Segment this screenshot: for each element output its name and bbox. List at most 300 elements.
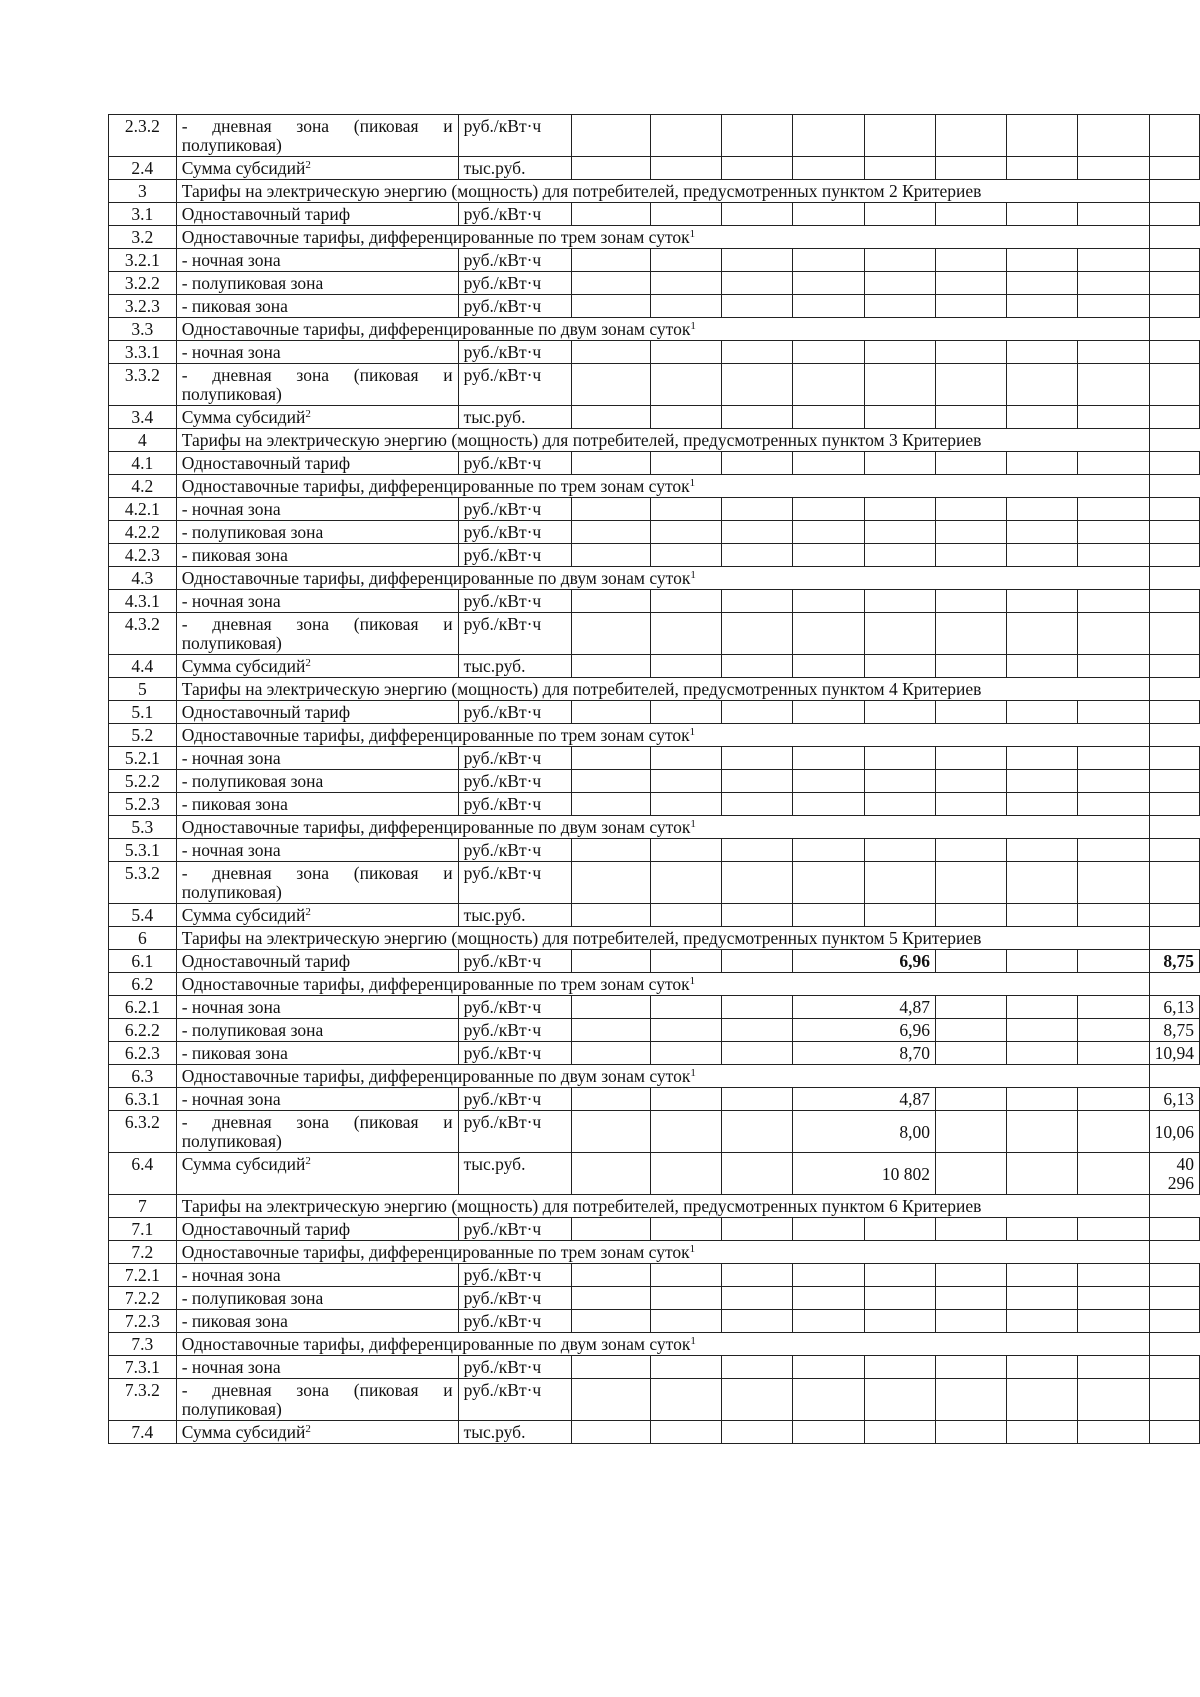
row-description: [176, 115, 458, 157]
value-cell: [1149, 1287, 1199, 1310]
row-number: 3: [109, 180, 177, 203]
value-cell: [1007, 655, 1078, 678]
row-description-text: - ночная зона: [181, 748, 281, 768]
value-cell: [1007, 295, 1078, 318]
row-number: 3.3: [109, 318, 177, 341]
row-description: [176, 793, 458, 816]
table-row: [109, 1287, 1200, 1310]
table-row: [109, 747, 1200, 770]
value-cell: [1149, 1310, 1199, 1333]
row-description: [176, 567, 1149, 590]
value-cell: [1149, 364, 1199, 406]
unit-cell: тыс.руб.: [458, 1421, 571, 1444]
row-description-text: Одноставочные тарифы, дифференцированные по трем зонам суток: [181, 476, 690, 496]
row-description: [176, 272, 458, 295]
value-cell: 8,00: [793, 1111, 936, 1153]
value-cell: [793, 1356, 864, 1379]
row-description-text: - полупиковая зона: [181, 771, 324, 791]
value-cell: [793, 249, 864, 272]
row-number: 3.2.1: [109, 249, 177, 272]
value-cell: [1149, 1421, 1199, 1444]
unit-cell: руб./кВт·ч: [458, 498, 571, 521]
row-description-text: Сумма субсидий: [181, 1154, 306, 1174]
table-row: [109, 701, 1200, 724]
footnote-marker: 1: [689, 1243, 696, 1255]
value-cell: [936, 839, 1007, 862]
value-cell: [651, 655, 722, 678]
value-cell: [651, 295, 722, 318]
row-number: 4.3.1: [109, 590, 177, 613]
value-cell: 10,94: [1149, 1042, 1199, 1065]
value-cell: [864, 203, 935, 226]
value-cell: [572, 341, 651, 364]
value-cell: [1078, 406, 1149, 429]
value-cell: [572, 1042, 651, 1065]
unit-cell: руб./кВт·ч: [458, 770, 571, 793]
value-cell: [1007, 1019, 1078, 1042]
row-description-text: Тарифы на электрическую энергию (мощность) для потребителей, предусмотренных пунктом 4 Критериев: [181, 679, 982, 699]
row-description: [176, 996, 458, 1019]
value-cell: [572, 1218, 651, 1241]
row-number: 3.3.1: [109, 341, 177, 364]
value-cell: [1078, 862, 1149, 904]
row-description: [176, 452, 458, 475]
value-cell: [1007, 544, 1078, 567]
value-cell: [1078, 1111, 1149, 1153]
row-description-text: - ночная зона: [181, 499, 281, 519]
table-row: [109, 521, 1200, 544]
value-cell: [651, 862, 722, 904]
value-cell: [936, 1287, 1007, 1310]
row-number: 3.4: [109, 406, 177, 429]
value-cell: [1007, 521, 1078, 544]
value-cell: [864, 452, 935, 475]
row-number: 5: [109, 678, 177, 701]
row-description-text: - дневная зона (пиковая и полупиковая): [181, 1112, 453, 1151]
value-cell: [572, 1356, 651, 1379]
value-cell: [936, 406, 1007, 429]
value-cell: [572, 1088, 651, 1111]
unit-cell: руб./кВт·ч: [458, 1111, 571, 1153]
row-description: [176, 862, 458, 904]
value-cell: [651, 1019, 722, 1042]
value-cell: [1007, 590, 1078, 613]
row-description-text: Тарифы на электрическую энергию (мощность) для потребителей, предусмотренных пунктом 3 Критериев: [181, 430, 982, 450]
value-cell: [722, 1042, 793, 1065]
value-cell: [936, 862, 1007, 904]
row-number: 5.3.2: [109, 862, 177, 904]
table-row: [109, 544, 1200, 567]
row-number: 7.2.2: [109, 1287, 177, 1310]
value-cell: [651, 157, 722, 180]
value-cell: 6,13: [1149, 996, 1199, 1019]
value-cell: [1007, 1088, 1078, 1111]
section-header-row: [109, 180, 1200, 203]
footnote-marker: 1: [689, 726, 696, 738]
value-cell: [864, 295, 935, 318]
value-cell: [572, 295, 651, 318]
row-description-text: - ночная зона: [181, 1265, 281, 1285]
value-cell: [1078, 1310, 1149, 1333]
value-cell: [936, 1153, 1007, 1195]
section-header-row: [109, 567, 1200, 590]
value-cell: [1078, 655, 1149, 678]
value-cell: [864, 1264, 935, 1287]
value-cell: [572, 406, 651, 429]
row-number: 7.2: [109, 1241, 177, 1264]
value-cell: [1078, 1088, 1149, 1111]
row-number: 4.3: [109, 567, 177, 590]
row-description: [176, 1042, 458, 1065]
value-cell: [793, 1287, 864, 1310]
value-cell: [1078, 249, 1149, 272]
table-row: [109, 364, 1200, 406]
footnote-marker: 1: [689, 477, 696, 489]
row-description: [176, 429, 1149, 452]
value-cell: [864, 1379, 935, 1421]
value-cell: [572, 996, 651, 1019]
row-description-text: - полупиковая зона: [181, 273, 324, 293]
value-cell: [1149, 521, 1199, 544]
value-cell: [722, 613, 793, 655]
row-description: [176, 1421, 458, 1444]
row-description-text: Одноставочные тарифы, дифференцированные по трем зонам суток: [181, 974, 690, 994]
value-cell: [1078, 613, 1149, 655]
value-cell: [793, 115, 864, 157]
value-cell: [1007, 747, 1078, 770]
value-cell: [722, 1264, 793, 1287]
value-cell: [1078, 498, 1149, 521]
value-cell: [1149, 590, 1199, 613]
value-cell: [793, 904, 864, 927]
value-cell: [1007, 341, 1078, 364]
row-description: [176, 364, 458, 406]
value-cell: [864, 655, 935, 678]
row-number: 7.4: [109, 1421, 177, 1444]
value-cell: [1007, 1356, 1078, 1379]
unit-cell: руб./кВт·ч: [458, 544, 571, 567]
value-cell: [936, 613, 1007, 655]
value-cell: [1078, 1356, 1149, 1379]
row-description-text: - ночная зона: [181, 840, 281, 860]
row-description-text: Одноставочные тарифы, дифференцированные по трем зонам суток: [181, 227, 690, 247]
value-cell: [793, 295, 864, 318]
value-cell: [864, 1218, 935, 1241]
row-description-text: - ночная зона: [181, 591, 281, 611]
value-cell: [1007, 1111, 1078, 1153]
value-cell: [793, 272, 864, 295]
unit-cell: руб./кВт·ч: [458, 295, 571, 318]
value-cell: [722, 1088, 793, 1111]
value-cell: [651, 996, 722, 1019]
value-cell: [722, 1356, 793, 1379]
row-description-text: Одноставочные тарифы, дифференцированные по двум зонам суток: [181, 319, 691, 339]
row-number: 6.3.1: [109, 1088, 177, 1111]
value-cell: [936, 1218, 1007, 1241]
row-description: [176, 724, 1149, 747]
value-cell: [1007, 770, 1078, 793]
value-cell: [651, 272, 722, 295]
value-cell: [572, 747, 651, 770]
value-cell: [1078, 544, 1149, 567]
value-cell: [722, 1218, 793, 1241]
section-header-row: [109, 429, 1200, 452]
row-description-text: Тарифы на электрическую энергию (мощность) для потребителей, предусмотренных пунктом 2 Критериев: [181, 181, 982, 201]
row-number: 5.2.1: [109, 747, 177, 770]
row-description-text: Одноставочный тариф: [181, 951, 351, 971]
row-number: 6.2.2: [109, 1019, 177, 1042]
value-cell: [864, 747, 935, 770]
value-cell: [572, 1287, 651, 1310]
row-description: [176, 249, 458, 272]
row-description-text: Одноставочные тарифы, дифференцированные по двум зонам суток: [181, 568, 691, 588]
unit-cell: руб./кВт·ч: [458, 115, 571, 157]
value-cell: [1078, 770, 1149, 793]
unit-cell: руб./кВт·ч: [458, 701, 571, 724]
value-cell: [1007, 272, 1078, 295]
footnote-marker: 1: [690, 320, 696, 332]
value-cell: [722, 157, 793, 180]
value-cell: [651, 613, 722, 655]
value-cell: [651, 249, 722, 272]
section-header-row: [109, 226, 1200, 249]
value-cell: [936, 498, 1007, 521]
value-cell: [1149, 1379, 1199, 1421]
unit-cell: руб./кВт·ч: [458, 1379, 571, 1421]
value-cell: [936, 452, 1007, 475]
unit-cell: руб./кВт·ч: [458, 1287, 571, 1310]
value-cell: [936, 157, 1007, 180]
value-cell: [1007, 406, 1078, 429]
value-cell: [1149, 655, 1199, 678]
value-cell: [572, 904, 651, 927]
row-description: [176, 678, 1149, 701]
value-cell: [1078, 452, 1149, 475]
row-description-text: - ночная зона: [181, 997, 281, 1017]
row-description-text: Одноставочный тариф: [181, 453, 351, 473]
row-description-text: - дневная зона (пиковая и полупиковая): [181, 1380, 453, 1419]
row-description-text: Одноставочные тарифы, дифференцированные по двум зонам суток: [181, 1066, 691, 1086]
value-cell: [1007, 1287, 1078, 1310]
value-cell: 4,87: [793, 1088, 936, 1111]
value-cell: [1078, 701, 1149, 724]
row-number: 4.1: [109, 452, 177, 475]
value-cell: 10,06: [1149, 1111, 1199, 1153]
value-cell: 6,13: [1149, 1088, 1199, 1111]
value-cell: [1078, 341, 1149, 364]
tariff-table: [108, 114, 1200, 1444]
table-row: [109, 452, 1200, 475]
row-number: 7.1: [109, 1218, 177, 1241]
value-cell: [1078, 1287, 1149, 1310]
value-cell: [722, 452, 793, 475]
section-header-row: [109, 1241, 1200, 1264]
value-cell: [1007, 498, 1078, 521]
unit-cell: руб./кВт·ч: [458, 862, 571, 904]
unit-cell: руб./кВт·ч: [458, 364, 571, 406]
value-cell: [1007, 203, 1078, 226]
table-row: [109, 498, 1200, 521]
unit-cell: руб./кВт·ч: [458, 249, 571, 272]
value-cell: [1149, 544, 1199, 567]
section-header-row: [109, 724, 1200, 747]
value-cell: [1007, 613, 1078, 655]
value-cell: [722, 272, 793, 295]
value-cell: [936, 655, 1007, 678]
value-cell: [936, 364, 1007, 406]
row-description-text: - полупиковая зона: [181, 1288, 324, 1308]
row-number: 6.2.3: [109, 1042, 177, 1065]
row-number: 6.3: [109, 1065, 177, 1088]
value-cell: [722, 1019, 793, 1042]
value-cell: [1007, 1421, 1078, 1444]
value-cell: [1078, 904, 1149, 927]
value-cell: [864, 272, 935, 295]
row-number: 6: [109, 927, 177, 950]
value-cell: [1007, 701, 1078, 724]
value-cell: [936, 272, 1007, 295]
row-number: 3.2: [109, 226, 177, 249]
table-row: [109, 996, 1200, 1019]
row-description: [176, 747, 458, 770]
value-cell: [651, 1310, 722, 1333]
value-cell: [936, 1356, 1007, 1379]
value-cell: [572, 590, 651, 613]
row-description: [176, 927, 1149, 950]
row-description: [176, 950, 458, 973]
value-cell: [572, 1421, 651, 1444]
value-cell: [651, 701, 722, 724]
row-description-text: - дневная зона (пиковая и полупиковая): [181, 863, 453, 902]
value-cell: [793, 701, 864, 724]
row-description: [176, 498, 458, 521]
row-description-text: Одноставочный тариф: [181, 702, 351, 722]
value-cell: [1149, 203, 1199, 226]
value-cell: 6,96: [793, 1019, 936, 1042]
footnote-marker: 1: [690, 1335, 696, 1347]
table-row: [109, 613, 1200, 655]
value-cell: 8,70: [793, 1042, 936, 1065]
row-number: 7: [109, 1195, 177, 1218]
value-cell: 40 296: [1149, 1153, 1199, 1195]
value-cell: [1078, 1042, 1149, 1065]
value-cell: [722, 950, 793, 973]
footnote-marker: 1: [689, 228, 696, 240]
value-cell: [572, 1153, 651, 1195]
value-cell: [936, 1111, 1007, 1153]
row-description-text: - дневная зона (пиковая и полупиковая): [181, 365, 453, 404]
value-cell: [1078, 1421, 1149, 1444]
unit-cell: тыс.руб.: [458, 1153, 571, 1195]
value-cell: [722, 839, 793, 862]
value-cell: [864, 364, 935, 406]
value-cell: [722, 793, 793, 816]
value-cell: [936, 1019, 1007, 1042]
value-cell: [1149, 770, 1199, 793]
table-row: [109, 862, 1200, 904]
table-row: [109, 904, 1200, 927]
table-row: [109, 793, 1200, 816]
table-row: [109, 590, 1200, 613]
value-cell: [572, 770, 651, 793]
row-description: [176, 1241, 1149, 1264]
value-cell: [864, 862, 935, 904]
row-description-text: - пиковая зона: [181, 1311, 288, 1331]
value-cell: [1007, 1310, 1078, 1333]
section-header-row: [109, 816, 1200, 839]
value-cell: [1007, 452, 1078, 475]
value-cell: [936, 996, 1007, 1019]
value-cell: [936, 341, 1007, 364]
row-description-text: Одноставочные тарифы, дифференцированные по трем зонам суток: [181, 1242, 690, 1262]
row-description-text: - пиковая зона: [181, 1043, 288, 1063]
value-cell: [651, 1111, 722, 1153]
row-number: 3.1: [109, 203, 177, 226]
unit-cell: руб./кВт·ч: [458, 1019, 571, 1042]
table-row: [109, 1019, 1200, 1042]
table-row: [109, 203, 1200, 226]
value-cell: [572, 157, 651, 180]
value-cell: [651, 498, 722, 521]
value-cell: [651, 1287, 722, 1310]
value-cell: [1149, 839, 1199, 862]
row-description: [176, 544, 458, 567]
value-cell: [1007, 157, 1078, 180]
row-description: [176, 1287, 458, 1310]
table-row: [109, 115, 1200, 157]
value-cell: [722, 498, 793, 521]
row-number: 6.2: [109, 973, 177, 996]
table-row: [109, 1218, 1200, 1241]
unit-cell: руб./кВт·ч: [458, 839, 571, 862]
row-number: 5.3: [109, 816, 177, 839]
value-cell: [651, 1218, 722, 1241]
value-cell: 8,75: [1149, 950, 1199, 973]
value-cell: [572, 498, 651, 521]
table-row: [109, 1042, 1200, 1065]
value-cell: [722, 1287, 793, 1310]
value-cell: [1007, 1042, 1078, 1065]
value-cell: [722, 701, 793, 724]
row-number: 5.2.2: [109, 770, 177, 793]
value-cell: [572, 1379, 651, 1421]
value-cell: [1078, 115, 1149, 157]
value-cell: [1078, 747, 1149, 770]
value-cell: [936, 115, 1007, 157]
table-row: [109, 1088, 1200, 1111]
value-cell: [1078, 1218, 1149, 1241]
row-number: 5.4: [109, 904, 177, 927]
unit-cell: тыс.руб.: [458, 904, 571, 927]
value-cell: [936, 1264, 1007, 1287]
footnote-marker: 2: [305, 1423, 311, 1435]
row-description-text: Одноставочные тарифы, дифференцированные по двум зонам суток: [181, 1334, 691, 1354]
value-cell: [651, 115, 722, 157]
value-cell: [1078, 950, 1149, 973]
value-cell: [793, 839, 864, 862]
value-cell: [864, 115, 935, 157]
row-description-text: - полупиковая зона: [181, 1020, 324, 1040]
value-cell: [936, 747, 1007, 770]
value-cell: [572, 613, 651, 655]
value-cell: [793, 544, 864, 567]
value-cell: [722, 406, 793, 429]
section-header-row: [109, 1195, 1200, 1218]
value-cell: [1007, 862, 1078, 904]
value-cell: [1007, 1264, 1078, 1287]
footnote-marker: 1: [690, 569, 696, 581]
value-cell: [936, 1088, 1007, 1111]
